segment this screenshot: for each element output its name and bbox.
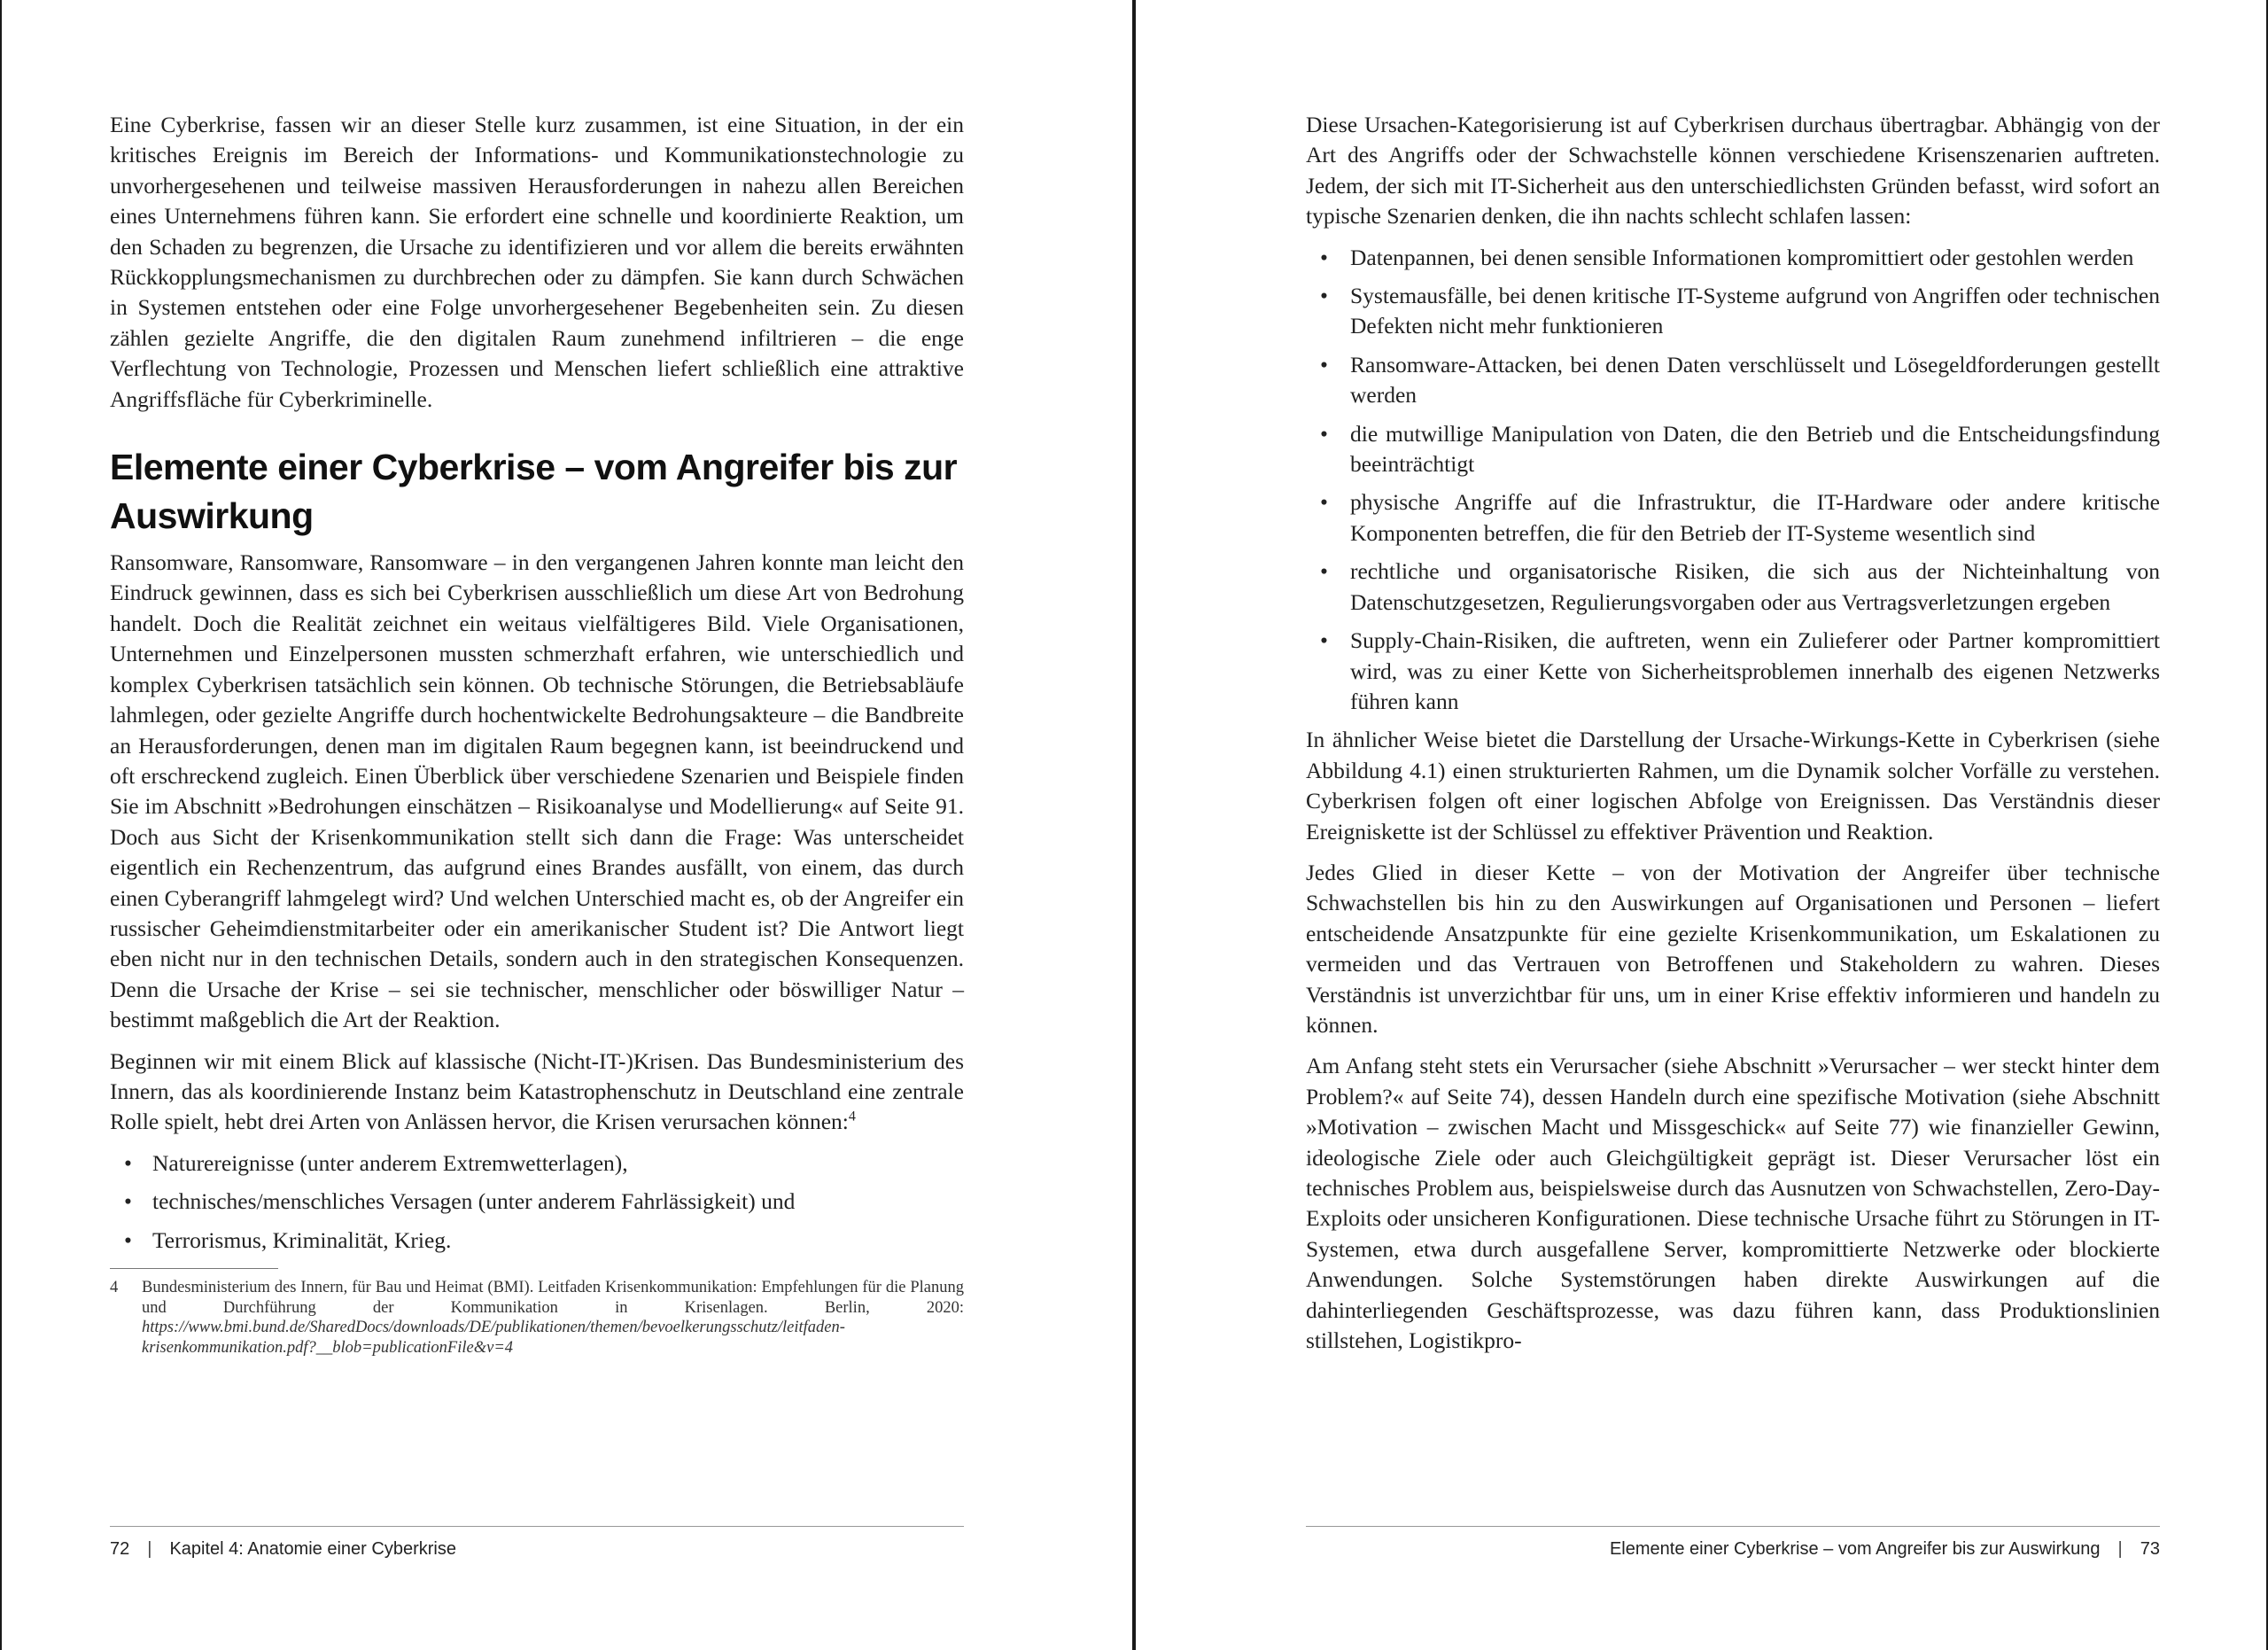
list-item-text: Ransomware-Attacken, bei denen Daten verschlüsselt und Lösegeldforderungen gestellt werden [1350,351,2160,409]
bullet-icon: • [1320,244,1328,270]
list-item [1306,626,2160,717]
bullet-icon: • [1320,283,1328,309]
list-item-text: Terrorismus, Kriminalität, Krieg. [152,1226,452,1253]
page-footer [110,1526,964,1560]
footnote-body [142,1278,964,1358]
bullet-icon: • [124,1149,132,1176]
list-item [110,1226,964,1256]
paragraph [110,1047,964,1138]
list-item [1306,556,2160,618]
footer-separator: | [2117,1539,2123,1559]
list-item-text: Datenpannen, bei denen sensible Informationen kompromittiert oder gestohlen werden [1350,244,2134,270]
list-item-text: die mutwillige Manipulation von Daten, die den Betrieb und die Entscheidungsfindung beeinträchtigt [1350,420,2160,478]
list-item [1306,350,2160,411]
footnote-text: Bundesministerium des Innern, für Bau und Heimat (BMI). Leitfaden Krisenkommunikation: Empfehlungen für die Planung und Durchführung der Kommunikation in Krisenlagen. Berlin, 2020: [142,1279,964,1317]
list-item [110,1187,964,1217]
page-footer [1306,1526,2160,1560]
list-item-text: Naturereignisse (unter anderem Extremwetterlagen), [152,1149,628,1176]
bullet-icon: • [124,1226,132,1253]
bullet-icon: • [1320,627,1328,654]
bullet-icon: • [1320,558,1328,585]
list-item-text: rechtliche und organisatorische Risiken, die sich aus der Nichteinhaltung von Datenschutzgesetzen, Regulierungsvorgaben oder aus Vertragsverletzungen ergeben [1350,558,2160,615]
right-page-body [1306,110,2160,1366]
footer-separator: | [147,1539,152,1559]
chapter-title: Kapitel 4: Anatomie einer Cyberkrise [169,1539,456,1559]
paragraph: Eine Cyberkrise, fassen wir an dieser Stelle kurz zusammen, ist eine Situation, in der ein kritisches Ereignis im Bereich der Informations- und Kommunikationstechnologie zu unvorhergesehenen und teilweise massiven Herausforderungen in nahezu allen Bereichen eines Unternehmens führen kann. Sie erfordert eine schnelle und koordinierte Reaktion, um den Schaden zu begrenzen, die Ursache zu identifizieren und vor allem die bereits erwähnten Rückkopplungsmechanismen zu durchbrechen oder zu dämpfen. Sie kann durch Schwächen in Systemen entstehen oder eine Folge unvorhergesehener Begebenheiten sein. Zu diesen zählen gezielte Angriffe, die den digitalen Raum zunehmend infiltrieren – die enge Verflechtung von Technologie, Prozessen und Menschen liefert schließlich eine attraktive Angriffsfläche für Cyberkriminelle. [110,112,964,412]
right-page [1136,0,2266,1650]
paragraph: Am Anfang steht stets ein Verursacher (siehe Abschnitt »Verursacher – wer steckt hinter dem Problem?« auf Seite 74), dessen Handeln durch eine spezifische Motivation (siehe Abschnitt »Motivation – zwischen Macht und Missgeschick« auf Seite 77) wie finanzieller Gewinn, ideologische Ziele oder auch Gleichgültigkeit geprägt ist. Dieser Verursacher löst ein technisches Problem aus, beispielsweise durch das Ausnutzen von Schwachstellen, Zero-Day-Exploits oder unsicheren Konfigurationen. Diese technische Ursache führt zu Störungen in IT-Systemen, etwa durch ausgefallene Server, kompromittierte Netzwerke oder blockierte Anwendungen. Solche Systemstörungen haben direkte Auswirkungen auf die dahinterliegenden Geschäftsprozesse, was dazu führen kann, dass Produktionslinien stillstehen, Logistikpro- [1306,1053,2160,1354]
bullet-icon: • [1320,351,1328,377]
paragraph-text: Beginnen wir mit einem Blick auf klassische (Nicht-IT-)Krisen. Das Bundesministerium des Innern, das als koordinierende Instanz beim Katastrophenschutz in Deutschland eine zentrale Rolle spielt, hebt drei Arten von Anlässen hervor, die Krisen verursachen können: [110,1047,964,1135]
page-number: 73 [2140,1539,2160,1559]
paragraph: Jedes Glied in dieser Kette – von der Motivation der Angreifer über technische Schwachstellen bis hin zu den Auswirkungen auf Organisationen und Personen – liefert entscheidende Ansatzpunkte für eine gezielte Krisenkommunikation, um Eskalationen zu vermeiden und das Vertrauen von Betroffenen und Stakeholdern zu wahren. Dieses Verständnis ist unverzichtbar für uns, um in einer Krise effektiv informieren und handeln zu können. [1306,859,2160,1038]
footnote-number: 4 [110,1279,119,1296]
section-title: Elemente einer Cyberkrise – vom Angreifer bis zur Auswirkung [1609,1539,2101,1559]
list-item-text: technisches/menschliches Versagen (unter anderem Fahrlässigkeit) und [152,1188,796,1215]
list-item-text: physische Angriffe auf die Infrastruktur, die IT-Hardware oder andere kritische Komponenten betreffen, die für den Betrieb der IT-Systeme wesentlich sind [1350,489,2160,546]
bullet-icon: • [1320,489,1328,516]
paragraph: Diese Ursachen-Kategorisierung ist auf Cyberkrisen durchaus übertragbar. Abhängig von der Art des Angriffs oder der Schwachstelle können verschiedene Krisenszenarien auftreten. Jedem, der sich mit IT-Sicherheit aus den unterschiedlichsten Gründen befasst, wird sofort an typische Szenarien denken, die ihn nachts schlecht schlafen lassen: [1306,112,2160,230]
cause-list [110,1148,964,1256]
bullet-icon: • [1320,420,1328,447]
footnote-reference[interactable]: 4 [848,1109,856,1125]
left-page-body [110,110,964,1358]
list-item [1306,419,2160,480]
page-number: 72 [110,1539,130,1559]
bullet-icon: • [124,1188,132,1215]
scenario-list [1306,243,2160,718]
list-item [1306,243,2160,273]
section-heading: Elemente einer Cyberkrise – vom Angreifer bis zur Auswirkung [110,447,958,537]
footnote-divider [110,1268,278,1269]
list-item-text: Supply-Chain-Risiken, die auftreten, wenn ein Zulieferer oder Partner kompromittiert wird, was zu einer Kette von Sicherheitsproblemen innerhalb des eigenen Netzwerks führen kann [1350,627,2160,714]
list-item [110,1148,964,1179]
paragraph: Ransomware, Ransomware, Ransomware – in den vergangenen Jahren konnte man leicht den Eindruck gewinnen, dass es sich bei Cyberkrisen ausschließlich um diese Art von Bedrohung handelt. Doch die Realität zeichnet ein weitaus vielfältigeres Bild. Viele Organisationen, Unternehmen und Einzelpersonen mussten schmerzhaft erfahren, wie unterschiedlich und komplex Cyberkrisen tatsächlich sein können. Ob technische Störungen, die Betriebsabläufe lahmlegen, oder gezielte Angriffe durch hochentwickelte Bedrohungsakteure – die Bandbreite an Herausforderungen, denen man im digitalen Raum begegnen kann, ist beeindruckend und oft erschreckend zugleich. Einen Überblick über verschiedene Szenarien und Beispiele finden Sie im Abschnitt »Bedrohungen einschätzen – Risikoanalyse und Modellierung« auf Seite 91. Doch aus Sicht der Krisenkommunikation stellt sich dann die Frage: Was unterscheidet eigentlich ein Rechenzentrum, das aufgrund eines Brandes ausfällt, von einem, das durch einen Cyberangriff lahmgelegt wird? Und welchen Unterschied macht es, ob der Angreifer ein russischer Geheimdienstmitarbeiter oder ein amerikanischer Student ist? Die Antwort liegt eben nicht nur in den technischen Details, sondern auch in den strategischen Konsequenzen. Denn die Ursache der Krise – sei sie technischer, menschlicher oder böswilliger Natur – bestimmt maßgeblich die Art der Reaktion. [110,549,964,1033]
paragraph: In ähnlicher Weise bietet die Darstellung der Ursache-Wirkungs-Kette in Cyberkrisen (siehe Abbildung 4.1) einen strukturierten Rahmen, um die Dynamik solcher Vorfälle zu verstehen. Cyberkrisen folgen oft einer logischen Abfolge von Ereignissen. Das Verständnis dieser Ereigniskette ist der Schlüssel zu effektiver Prävention und Reaktion. [1306,727,2160,844]
footnote [110,1278,964,1358]
footnote-link[interactable]: https://www.bmi.bund.de/SharedDocs/downloads/DE/publikationen/themen/bevoelkerungsschutz/leitfaden-krisenkommunikation.pdf?__blob=publicationFile&v=4 [142,1319,845,1357]
list-item [1306,487,2160,549]
left-page [2,0,1132,1650]
list-item-text: Systemausfälle, bei denen kritische IT-Systeme aufgrund von Angriffen oder technischen Defekten nicht mehr funktionieren [1350,283,2160,339]
list-item [1306,281,2160,342]
